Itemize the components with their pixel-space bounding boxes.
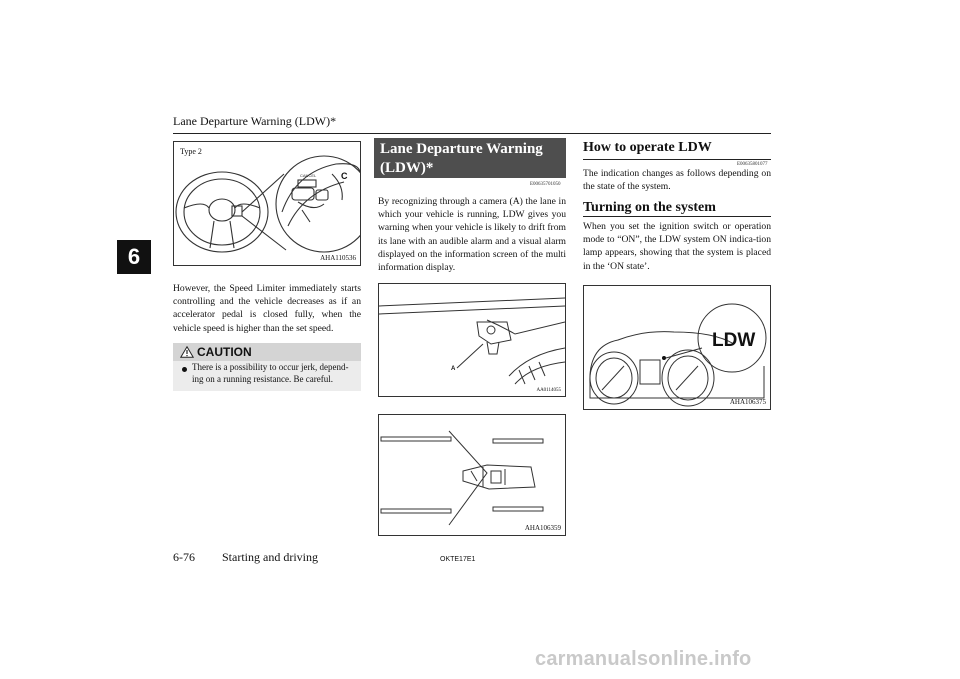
heading-rule	[583, 159, 771, 160]
figure-type-label: Type 2	[180, 147, 202, 156]
how-to-operate-heading: How to operate LDW	[583, 140, 712, 155]
caution-label: CAUTION	[197, 345, 252, 359]
doc-code: OKTE17E1	[440, 556, 476, 563]
svg-text:CANCEL: CANCEL	[300, 173, 317, 178]
steering-wheel-illustration	[174, 142, 360, 265]
speed-limiter-paragraph: However, the Speed Limiter immediately starts controlling and the vehicle decreases as if an accelerator pedal is closed fully, when the vehicle speed is higher than the set speed.	[173, 283, 361, 334]
turning-on-paragraph: When you set the ignition switch or operation mode to “ON”, the LDW system ON indica-tion lamp appears, showing that the system is placed in the ‘ON state’.	[583, 221, 771, 272]
turning-on-subheading: Turning on the system	[583, 200, 716, 215]
page-number: 6-76	[173, 550, 195, 564]
header-rule	[173, 133, 771, 134]
warning-triangle-icon	[180, 346, 194, 358]
camera-figure	[378, 283, 566, 397]
section-code: E00635701050	[530, 182, 561, 187]
windshield-camera-illustration	[379, 284, 565, 396]
lane-drift-illustration	[379, 415, 565, 535]
bullet-dot-icon	[182, 367, 187, 372]
camera-label-a: A	[451, 366, 456, 372]
footer-chapter-title: Starting and driving	[222, 550, 318, 564]
caution-bullet-text: There is a possibility to occur jerk, depend-ing on a running resistance. Be careful.	[192, 362, 349, 384]
watermark: carmanualsonline.info	[535, 648, 752, 670]
indication-intro: The indication changes as follows depending on the state of the system.	[583, 168, 771, 193]
heading-code: E00635801077	[737, 162, 768, 167]
figure-code: AHA106375	[729, 398, 766, 406]
running-header: Lane Departure Warning (LDW)*	[173, 114, 337, 128]
cluster-figure	[583, 285, 771, 410]
ldw-intro-paragraph: By recognizing through a camera (A) the lane in which your vehicle is running, LDW gives you warning when your vehicle is likely to drift from its lane with an audible alarm and a visual alarm displayed on the information screen of the multi information display.	[378, 196, 566, 274]
figure-code: AHA106359	[524, 524, 561, 532]
figure-code: AA0114055	[536, 388, 561, 393]
section-title: Lane Departure Warning (LDW)*	[374, 138, 566, 178]
lamp-indicator	[662, 356, 666, 360]
figure-code: AHA110536	[320, 254, 356, 262]
lane-figure	[378, 414, 566, 536]
instrument-cluster-illustration	[584, 286, 770, 409]
ldw-lamp-text: LDW	[712, 330, 756, 351]
steering-wheel-figure	[173, 141, 361, 266]
subheading-rule	[583, 216, 771, 217]
chapter-tab: 6	[117, 240, 151, 274]
figure-callout-c: C	[341, 171, 348, 181]
caution-header	[173, 343, 361, 361]
